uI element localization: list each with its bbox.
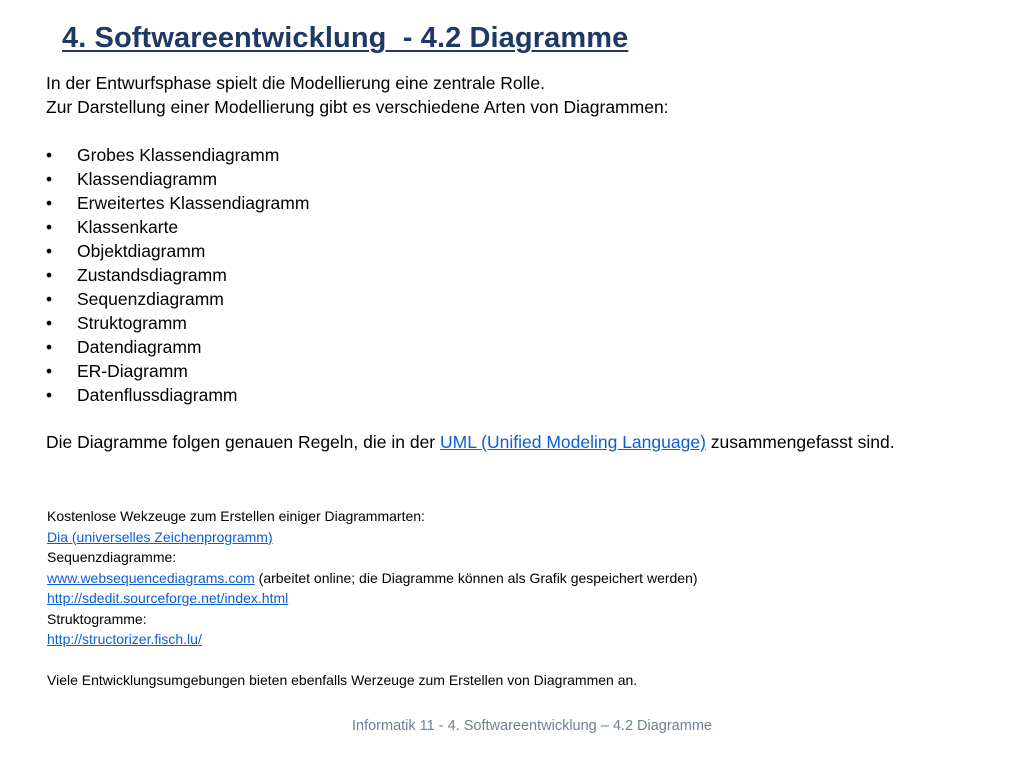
list-item — [46, 287, 309, 311]
slide-footer: Informatik 11 - 4. Softwareentwicklung – 4.2 Diagramme — [352, 718, 712, 734]
list-item-label: Struktogramm — [77, 313, 187, 333]
bullet-icon: • — [46, 337, 53, 357]
struktogramme-heading: Struktogramme: — [47, 610, 147, 627]
structorizer-link[interactable]: http://structorizer.fisch.lu/ — [47, 631, 202, 647]
bullet-icon: • — [46, 265, 53, 285]
bullet-icon: • — [46, 217, 53, 237]
tools-section — [47, 506, 698, 691]
list-item-label: Datenflussdiagramm — [77, 385, 238, 405]
uml-summary — [46, 430, 895, 454]
websequence-link[interactable]: www.websequencediagrams.com — [47, 569, 255, 586]
list-item-label: Grobes Klassendiagramm — [77, 145, 280, 165]
bullet-icon: • — [46, 361, 53, 381]
list-item — [46, 335, 309, 359]
list-item — [46, 359, 309, 383]
diagram-type-list — [46, 143, 309, 407]
list-item-label: Sequenzdiagramm — [77, 289, 224, 309]
list-item-label: Klassendiagramm — [77, 169, 218, 189]
dia-link[interactable]: Dia (universelles Zeichenprogramm) — [47, 528, 273, 545]
list-item-label: Erweitertes Klassendiagramm — [77, 193, 310, 213]
summary-text-after: zusammengefasst sind. — [705, 432, 895, 452]
list-item-label: Objektdiagramm — [77, 241, 206, 261]
list-item-label: Zustandsdiagramm — [77, 265, 227, 285]
list-item-label: Klassenkarte — [77, 217, 179, 237]
bullet-icon: • — [46, 289, 53, 309]
list-item — [46, 239, 309, 263]
slide-title: 4. Softwareentwicklung - 4.2 Diagramme — [62, 22, 629, 54]
intro-line-1: In der Entwurfsphase spielt die Modellierung eine zentrale Rolle. — [46, 73, 546, 93]
list-item — [46, 311, 309, 335]
bullet-icon: • — [46, 193, 53, 213]
list-item-label: ER-Diagramm — [77, 361, 188, 381]
summary-text-before: Die Diagramme folgen genauen Regeln, die in der — [46, 432, 440, 452]
list-item — [46, 263, 309, 287]
bullet-icon: • — [46, 145, 53, 165]
bullet-icon: • — [46, 241, 53, 261]
list-item-label: Datendiagramm — [77, 337, 202, 357]
intro-line-2: Zur Darstellung einer Modellierung gibt es verschiedene Arten von Diagrammen: — [46, 96, 669, 117]
uml-link[interactable]: UML (Unified Modeling Language) — [440, 432, 706, 452]
list-item — [46, 167, 309, 191]
list-item — [46, 143, 309, 167]
sdedit-link[interactable]: http://sdedit.sourceforge.net/index.html — [47, 590, 289, 606]
tools-closing: Viele Entwicklungsumgebungen bieten ebenfalls Werzeuge zum Erstellen von Diagrammen an. — [47, 672, 638, 688]
intro-text — [46, 72, 669, 119]
sequence-heading: Sequenzdiagramme: — [47, 549, 177, 565]
tools-heading: Kostenlose Wekzeuge zum Erstellen einiger Diagrammarten: — [47, 508, 425, 524]
bullet-icon: • — [46, 385, 53, 405]
list-item — [46, 383, 309, 407]
bullet-icon: • — [46, 313, 53, 333]
list-item — [46, 191, 309, 215]
list-item — [46, 215, 309, 239]
bullet-icon: • — [46, 169, 53, 189]
websequence-note: (arbeitet online; die Diagramme können als Grafik gespeichert werden) — [254, 569, 698, 586]
